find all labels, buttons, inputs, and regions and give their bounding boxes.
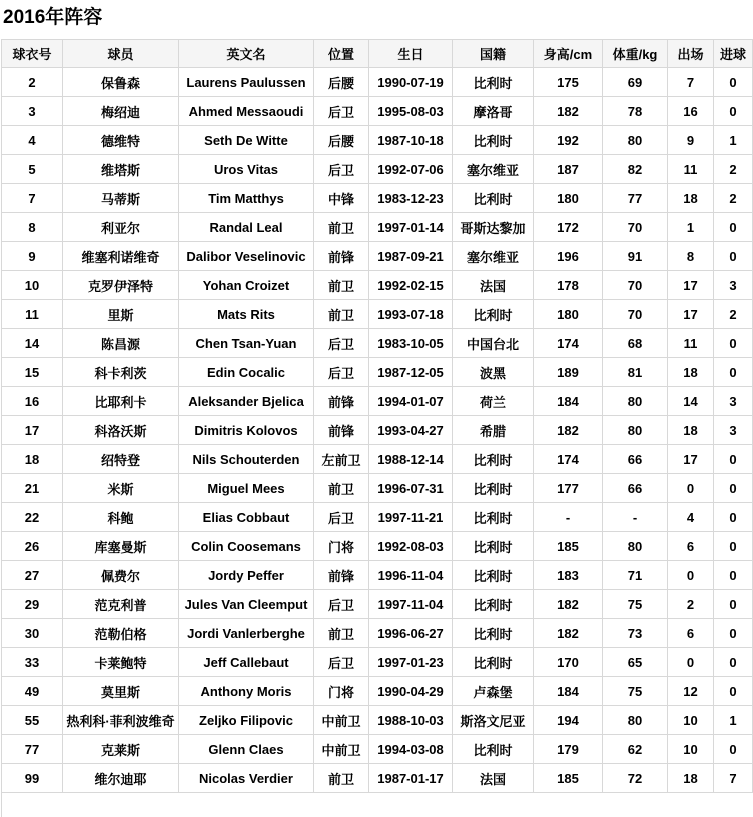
cell-height: 189 — [534, 358, 603, 387]
cell-goals: 0 — [714, 97, 753, 126]
cell-height: 178 — [534, 271, 603, 300]
cell-birthday: 1993-04-27 — [369, 416, 453, 445]
cell-position: 后卫 — [314, 155, 369, 184]
cell-player-name: 里斯 — [63, 300, 179, 329]
cell-jersey-number: 7 — [2, 184, 63, 213]
cell-birthday: 1983-10-05 — [369, 329, 453, 358]
cell-english-name: Colin Coosemans — [179, 532, 314, 561]
cell-english-name: Jordi Vanlerberghe — [179, 619, 314, 648]
cell-weight: 80 — [603, 126, 668, 155]
cell-english-name: Mats Rits — [179, 300, 314, 329]
cell-appearances: 11 — [668, 155, 714, 184]
squad-table-header — [2, 40, 753, 68]
cell-appearances: 18 — [668, 358, 714, 387]
cell-height: 170 — [534, 648, 603, 677]
cell-jersey-number: 30 — [2, 619, 63, 648]
cell-nationality: 法国 — [453, 271, 534, 300]
cell-english-name: Uros Vitas — [179, 155, 314, 184]
cell-nationality: 比利时 — [453, 503, 534, 532]
cell-goals: 2 — [714, 155, 753, 184]
col-header-player: 球员 — [63, 40, 179, 68]
cell-english-name: Jordy Peffer — [179, 561, 314, 590]
cell-player-name: 保鲁森 — [63, 68, 179, 97]
cell-height: - — [534, 503, 603, 532]
cell-nationality: 中国台北 — [453, 329, 534, 358]
cell-position: 后腰 — [314, 126, 369, 155]
cell-player-name: 库塞曼斯 — [63, 532, 179, 561]
cell-weight: 91 — [603, 242, 668, 271]
cell-player-name: 陈昌源 — [63, 329, 179, 358]
cell-appearances: 7 — [668, 68, 714, 97]
cell-english-name: Ahmed Messaoudi — [179, 97, 314, 126]
cell-appearances: 0 — [668, 474, 714, 503]
cell-player-name: 马蒂斯 — [63, 184, 179, 213]
cell-position: 中前卫 — [314, 706, 369, 735]
cell-weight: 81 — [603, 358, 668, 387]
cell-goals: 0 — [714, 445, 753, 474]
cell-nationality: 比利时 — [453, 300, 534, 329]
cell-jersey-number: 18 — [2, 445, 63, 474]
table-row — [2, 474, 753, 503]
cell-nationality: 斯洛文尼亚 — [453, 706, 534, 735]
cell-birthday: 1997-11-04 — [369, 590, 453, 619]
cell-english-name: Glenn Claes — [179, 735, 314, 764]
cell-appearances: 10 — [668, 735, 714, 764]
cell-weight: 80 — [603, 706, 668, 735]
table-row — [2, 677, 753, 706]
cell-position: 前锋 — [314, 242, 369, 271]
cell-jersey-number: 16 — [2, 387, 63, 416]
cell-height: 177 — [534, 474, 603, 503]
cell-weight: 70 — [603, 213, 668, 242]
cell-birthday: 1997-01-23 — [369, 648, 453, 677]
table-row — [2, 213, 753, 242]
table-row — [2, 329, 753, 358]
cell-position: 门将 — [314, 532, 369, 561]
cell-weight: 69 — [603, 68, 668, 97]
col-header-jersey-number: 球衣号 — [2, 40, 63, 68]
cell-position: 左前卫 — [314, 445, 369, 474]
cell-weight: 68 — [603, 329, 668, 358]
cell-height: 196 — [534, 242, 603, 271]
cell-goals: 3 — [714, 387, 753, 416]
cell-player-name: 比耶利卡 — [63, 387, 179, 416]
squad-table — [1, 39, 753, 793]
table-row — [2, 242, 753, 271]
cell-appearances: 0 — [668, 561, 714, 590]
table-row — [2, 271, 753, 300]
cell-weight: 71 — [603, 561, 668, 590]
cell-weight: 70 — [603, 300, 668, 329]
cell-jersey-number: 17 — [2, 416, 63, 445]
cell-nationality: 法国 — [453, 764, 534, 793]
cell-position: 前卫 — [314, 619, 369, 648]
cell-goals: 3 — [714, 416, 753, 445]
cell-weight: 73 — [603, 619, 668, 648]
cell-weight: 82 — [603, 155, 668, 184]
cell-height: 185 — [534, 764, 603, 793]
cell-appearances: 16 — [668, 97, 714, 126]
col-header-nationality: 国籍 — [453, 40, 534, 68]
cell-appearances: 14 — [668, 387, 714, 416]
cell-birthday: 1987-01-17 — [369, 764, 453, 793]
cell-english-name: Miguel Mees — [179, 474, 314, 503]
cell-appearances: 17 — [668, 271, 714, 300]
cell-english-name: Nicolas Verdier — [179, 764, 314, 793]
table-row — [2, 561, 753, 590]
cell-height: 182 — [534, 590, 603, 619]
cell-goals: 1 — [714, 126, 753, 155]
squad-table-body — [2, 68, 753, 793]
cell-english-name: Nils Schouterden — [179, 445, 314, 474]
cell-english-name: Chen Tsan-Yuan — [179, 329, 314, 358]
cell-jersey-number: 49 — [2, 677, 63, 706]
cell-nationality: 比利时 — [453, 532, 534, 561]
cell-appearances: 4 — [668, 503, 714, 532]
cell-appearances: 18 — [668, 184, 714, 213]
cell-jersey-number: 15 — [2, 358, 63, 387]
cell-nationality: 比利时 — [453, 68, 534, 97]
cell-player-name: 科鲍 — [63, 503, 179, 532]
table-row — [2, 155, 753, 184]
table-row — [2, 619, 753, 648]
cell-birthday: 1992-02-15 — [369, 271, 453, 300]
cell-nationality: 摩洛哥 — [453, 97, 534, 126]
cell-position: 前卫 — [314, 213, 369, 242]
cell-weight: 65 — [603, 648, 668, 677]
cell-birthday: 1988-12-14 — [369, 445, 453, 474]
cell-jersey-number: 8 — [2, 213, 63, 242]
cell-nationality: 比利时 — [453, 474, 534, 503]
cell-weight: - — [603, 503, 668, 532]
cell-position: 后卫 — [314, 503, 369, 532]
col-header-position: 位置 — [314, 40, 369, 68]
cell-height: 174 — [534, 445, 603, 474]
cell-position: 后卫 — [314, 329, 369, 358]
cell-appearances: 8 — [668, 242, 714, 271]
col-header-weight: 体重/kg — [603, 40, 668, 68]
cell-weight: 77 — [603, 184, 668, 213]
cell-goals: 7 — [714, 764, 753, 793]
table-row — [2, 590, 753, 619]
cell-appearances: 17 — [668, 445, 714, 474]
cell-player-name: 德维特 — [63, 126, 179, 155]
cell-goals: 0 — [714, 735, 753, 764]
cell-position: 前锋 — [314, 561, 369, 590]
cell-jersey-number: 10 — [2, 271, 63, 300]
cell-jersey-number: 55 — [2, 706, 63, 735]
col-header-appearances: 出场 — [668, 40, 714, 68]
cell-nationality: 荷兰 — [453, 387, 534, 416]
cell-jersey-number: 29 — [2, 590, 63, 619]
cell-weight: 75 — [603, 677, 668, 706]
cell-english-name: Anthony Moris — [179, 677, 314, 706]
cell-height: 187 — [534, 155, 603, 184]
cell-nationality: 比利时 — [453, 445, 534, 474]
cell-height: 183 — [534, 561, 603, 590]
cell-english-name: Elias Cobbaut — [179, 503, 314, 532]
cell-position: 前卫 — [314, 764, 369, 793]
cell-english-name: Laurens Paulussen — [179, 68, 314, 97]
cell-appearances: 0 — [668, 648, 714, 677]
cell-player-name: 克罗伊泽特 — [63, 271, 179, 300]
cell-nationality: 波黑 — [453, 358, 534, 387]
cell-english-name: Dalibor Veselinovic — [179, 242, 314, 271]
cell-goals: 2 — [714, 300, 753, 329]
cell-jersey-number: 5 — [2, 155, 63, 184]
cell-player-name: 梅绍迪 — [63, 97, 179, 126]
cell-height: 180 — [534, 184, 603, 213]
cell-jersey-number: 99 — [2, 764, 63, 793]
cell-height: 184 — [534, 677, 603, 706]
cell-jersey-number: 77 — [2, 735, 63, 764]
cell-position: 前卫 — [314, 300, 369, 329]
cell-english-name: Tim Matthys — [179, 184, 314, 213]
cell-height: 182 — [534, 97, 603, 126]
cell-player-name: 范克利普 — [63, 590, 179, 619]
table-row — [2, 387, 753, 416]
cell-birthday: 1996-11-04 — [369, 561, 453, 590]
cell-goals: 0 — [714, 242, 753, 271]
cell-birthday: 1992-07-06 — [369, 155, 453, 184]
cell-height: 182 — [534, 416, 603, 445]
cell-player-name: 卡莱鲍特 — [63, 648, 179, 677]
cell-position: 后卫 — [314, 590, 369, 619]
cell-position: 后卫 — [314, 97, 369, 126]
cell-goals: 0 — [714, 213, 753, 242]
cell-nationality: 比利时 — [453, 561, 534, 590]
cell-birthday: 1995-08-03 — [369, 97, 453, 126]
cell-english-name: Jules Van Cleemput — [179, 590, 314, 619]
cell-height: 179 — [534, 735, 603, 764]
cell-player-name: 佩费尔 — [63, 561, 179, 590]
cell-birthday: 1996-07-31 — [369, 474, 453, 503]
cell-position: 前卫 — [314, 271, 369, 300]
table-continuation — [1, 793, 753, 817]
page-title: 2016年阵容 — [3, 7, 103, 28]
cell-height: 175 — [534, 68, 603, 97]
cell-jersey-number: 33 — [2, 648, 63, 677]
cell-goals: 0 — [714, 474, 753, 503]
cell-birthday: 1987-09-21 — [369, 242, 453, 271]
cell-birthday: 1994-03-08 — [369, 735, 453, 764]
table-row — [2, 764, 753, 793]
cell-position: 后卫 — [314, 648, 369, 677]
cell-player-name: 克莱斯 — [63, 735, 179, 764]
table-row — [2, 706, 753, 735]
cell-appearances: 2 — [668, 590, 714, 619]
cell-height: 172 — [534, 213, 603, 242]
cell-appearances: 10 — [668, 706, 714, 735]
cell-jersey-number: 2 — [2, 68, 63, 97]
cell-nationality: 比利时 — [453, 619, 534, 648]
cell-jersey-number: 3 — [2, 97, 63, 126]
cell-goals: 0 — [714, 561, 753, 590]
cell-jersey-number: 22 — [2, 503, 63, 532]
cell-appearances: 12 — [668, 677, 714, 706]
table-row — [2, 126, 753, 155]
cell-player-name: 绍特登 — [63, 445, 179, 474]
cell-goals: 0 — [714, 68, 753, 97]
cell-player-name: 利亚尔 — [63, 213, 179, 242]
cell-english-name: Seth De Witte — [179, 126, 314, 155]
cell-birthday: 1997-11-21 — [369, 503, 453, 532]
cell-height: 180 — [534, 300, 603, 329]
header-row — [2, 40, 753, 68]
cell-english-name: Dimitris Kolovos — [179, 416, 314, 445]
cell-jersey-number: 11 — [2, 300, 63, 329]
cell-player-name: 范勒伯格 — [63, 619, 179, 648]
col-header-goals: 进球 — [714, 40, 753, 68]
cell-birthday: 1996-06-27 — [369, 619, 453, 648]
table-row — [2, 416, 753, 445]
col-header-english-name: 英文名 — [179, 40, 314, 68]
cell-height: 194 — [534, 706, 603, 735]
table-row — [2, 532, 753, 561]
cell-height: 182 — [534, 619, 603, 648]
cell-weight: 80 — [603, 387, 668, 416]
cell-nationality: 比利时 — [453, 184, 534, 213]
cell-position: 前锋 — [314, 416, 369, 445]
cell-birthday: 1992-08-03 — [369, 532, 453, 561]
cell-goals: 2 — [714, 184, 753, 213]
cell-weight: 72 — [603, 764, 668, 793]
cell-height: 174 — [534, 329, 603, 358]
cell-jersey-number: 14 — [2, 329, 63, 358]
cell-player-name: 维尔迪耶 — [63, 764, 179, 793]
cell-player-name: 莫里斯 — [63, 677, 179, 706]
cell-nationality: 塞尔维亚 — [453, 242, 534, 271]
cell-position: 中锋 — [314, 184, 369, 213]
cell-weight: 70 — [603, 271, 668, 300]
cell-weight: 66 — [603, 474, 668, 503]
cell-goals: 0 — [714, 677, 753, 706]
col-header-height: 身高/cm — [534, 40, 603, 68]
cell-nationality: 比利时 — [453, 126, 534, 155]
cell-english-name: Edin Cocalic — [179, 358, 314, 387]
table-row — [2, 445, 753, 474]
cell-player-name: 维塞利诺维奇 — [63, 242, 179, 271]
cell-goals: 0 — [714, 590, 753, 619]
cell-nationality: 比利时 — [453, 735, 534, 764]
cell-birthday: 1997-01-14 — [369, 213, 453, 242]
cell-birthday: 1993-07-18 — [369, 300, 453, 329]
cell-jersey-number: 4 — [2, 126, 63, 155]
cell-weight: 75 — [603, 590, 668, 619]
cell-position: 前卫 — [314, 474, 369, 503]
cell-appearances: 1 — [668, 213, 714, 242]
cell-appearances: 11 — [668, 329, 714, 358]
cell-jersey-number: 9 — [2, 242, 63, 271]
cell-appearances: 17 — [668, 300, 714, 329]
cell-english-name: Zeljko Filipovic — [179, 706, 314, 735]
cell-weight: 78 — [603, 97, 668, 126]
cell-nationality: 卢森堡 — [453, 677, 534, 706]
cell-weight: 62 — [603, 735, 668, 764]
cell-position: 后腰 — [314, 68, 369, 97]
cell-weight: 66 — [603, 445, 668, 474]
cell-height: 185 — [534, 532, 603, 561]
cell-weight: 80 — [603, 532, 668, 561]
cell-appearances: 6 — [668, 532, 714, 561]
cell-goals: 0 — [714, 503, 753, 532]
cell-height: 192 — [534, 126, 603, 155]
table-row — [2, 358, 753, 387]
cell-player-name: 热利科·菲利波维奇 — [63, 706, 179, 735]
cell-jersey-number: 26 — [2, 532, 63, 561]
cell-goals: 1 — [714, 706, 753, 735]
table-row — [2, 300, 753, 329]
cell-birthday: 1994-01-07 — [369, 387, 453, 416]
cell-player-name: 科卡利茨 — [63, 358, 179, 387]
cell-goals: 0 — [714, 358, 753, 387]
table-row — [2, 735, 753, 764]
cell-nationality: 希腊 — [453, 416, 534, 445]
cell-position: 前锋 — [314, 387, 369, 416]
cell-birthday: 1988-10-03 — [369, 706, 453, 735]
cell-birthday: 1987-10-18 — [369, 126, 453, 155]
cell-nationality: 比利时 — [453, 590, 534, 619]
table-row — [2, 648, 753, 677]
cell-appearances: 9 — [668, 126, 714, 155]
cell-player-name: 科洛沃斯 — [63, 416, 179, 445]
cell-player-name: 米斯 — [63, 474, 179, 503]
cell-birthday: 1987-12-05 — [369, 358, 453, 387]
cell-nationality: 哥斯达黎加 — [453, 213, 534, 242]
cell-nationality: 比利时 — [453, 648, 534, 677]
cell-jersey-number: 27 — [2, 561, 63, 590]
cell-birthday: 1990-07-19 — [369, 68, 453, 97]
cell-position: 门将 — [314, 677, 369, 706]
table-row — [2, 97, 753, 126]
cell-jersey-number: 21 — [2, 474, 63, 503]
cell-english-name: Aleksander Bjelica — [179, 387, 314, 416]
cell-goals: 0 — [714, 648, 753, 677]
cell-nationality: 塞尔维亚 — [453, 155, 534, 184]
cell-english-name: Randal Leal — [179, 213, 314, 242]
table-row — [2, 184, 753, 213]
col-header-birthday: 生日 — [369, 40, 453, 68]
cell-weight: 80 — [603, 416, 668, 445]
cell-english-name: Yohan Croizet — [179, 271, 314, 300]
cell-position: 中前卫 — [314, 735, 369, 764]
table-row — [2, 503, 753, 532]
cell-position: 后卫 — [314, 358, 369, 387]
cell-english-name: Jeff Callebaut — [179, 648, 314, 677]
cell-goals: 3 — [714, 271, 753, 300]
cell-goals: 0 — [714, 619, 753, 648]
cell-appearances: 18 — [668, 416, 714, 445]
cell-birthday: 1983-12-23 — [369, 184, 453, 213]
table-row — [2, 68, 753, 97]
cell-height: 184 — [534, 387, 603, 416]
cell-appearances: 18 — [668, 764, 714, 793]
cell-player-name: 维塔斯 — [63, 155, 179, 184]
cell-goals: 0 — [714, 329, 753, 358]
cell-appearances: 6 — [668, 619, 714, 648]
cell-birthday: 1990-04-29 — [369, 677, 453, 706]
cell-goals: 0 — [714, 532, 753, 561]
